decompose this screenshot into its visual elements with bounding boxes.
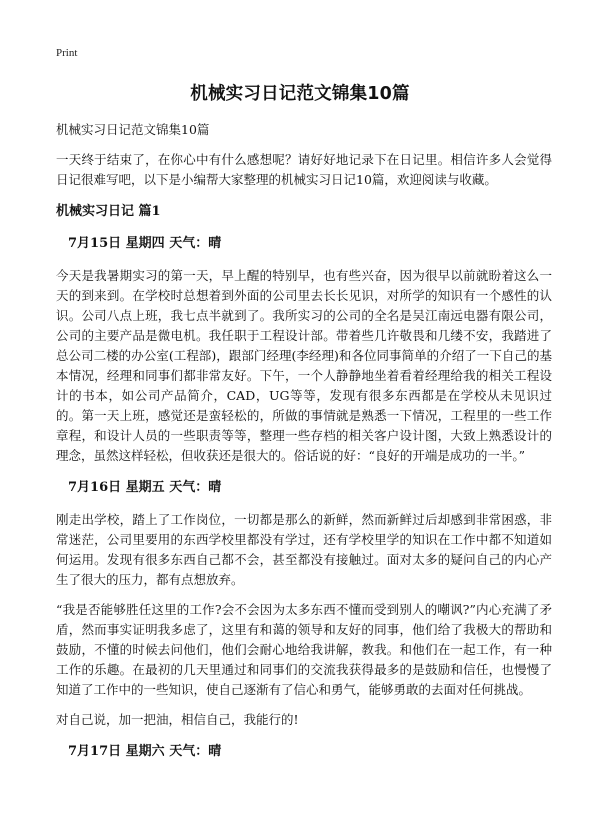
entry-heading-day1: 7月15日 星期四 天气：晴: [68, 236, 222, 251]
section-heading: 机械实习日记 篇1: [56, 204, 161, 219]
entry-paragraph: “我是否能够胜任这里的工作?会不会因为太多东西不懂而受到别人的嘲讽?”内心充满了矛盾，然而事实证明我多虑了，这里有和蔼的领导和友好的同事，他们给了我极大的帮助和鼓励，不懂的时候去问他们，他们会耐心地给我讲解，教我。和他们在一起工作，有一种工作的乐趣。在最初的几天里通过和同事们的交流我获得最多的是鼓励和信任，也慢慢了知道了工作中的一些知识，使自己逐渐有了信心和勇气，能够勇敢的去面对任何挑战。: [56, 602, 552, 697]
entry-heading-day3: 7月17日 星期六 天气：晴: [68, 744, 222, 759]
print-link[interactable]: Print: [56, 47, 78, 59]
entry-paragraph: 刚走出学校，踏上了工作岗位，一切都是那么的新鲜，然而新鲜过后却感到非常困惑，非常迷茫，公司里要用的东西学校里都没有学过，还有学校里学的知识在工作中都不知道如何运用。发现有很多东西自己都不会，甚至都没有接触过。面对太多的疑问自己的内心产生了很大的压力，都有点想放弃。: [56, 512, 552, 587]
entry-paragraph: 对自己说，加一把油，相信自己，我能行的!: [56, 712, 299, 727]
document-body: [56, 120, 552, 762]
page-title: 机械实习日记范文锦集10篇: [190, 84, 410, 104]
entry-heading-day2: 7月16日 星期五 天气：晴: [68, 480, 222, 495]
intro-paragraph: 一天终于结束了，在你心中有什么感想呢？请好好地记录下在日记里。相信许多人会觉得日记很难写吧，以下是小编帮大家整理的机械实习日记10篇，欢迎阅读与收藏。: [56, 152, 552, 187]
document-subtitle: 机械实习日记范文锦集10篇: [56, 122, 210, 137]
entry-paragraph: 今天是我暑期实习的第一天，早上醒的特别早，也有些兴奋，因为很早以前就盼着这么一天的到来到。在学校时总想着到外面的公司里去长长见识，对所学的知识有一个感性的认识。公司八点上班，我七点半就到了。我所实习的公司的全名是吴江南远电器有限公司，公司的主要产品是微电机。我任职于工程设计部。带着些几许敬畏和几缕不安，我踏进了总公司二楼的办公室(工程部)，跟部门经理(李经理)和各位同事简单的介绍了一下自己的基本情况，经理和同事们都非常友好。下午，一个人静静地坐着看着经理给我的相关工程设计的书本，如公司产品简介，CAD，UG等等，发现有很多东西都是在学校从未见识过的。第一天上班，感觉还是蛮轻松的，所做的事情就是熟悉一下情况，工程里的一些工作章程，和设计人员的一些职责等等，整理一些存档的相关客户设计图，大致上熟悉设计的理念，虽然这样轻松，但收获还是很大的。俗话说的好：“良好的开端是成功的一半。”: [56, 268, 552, 463]
